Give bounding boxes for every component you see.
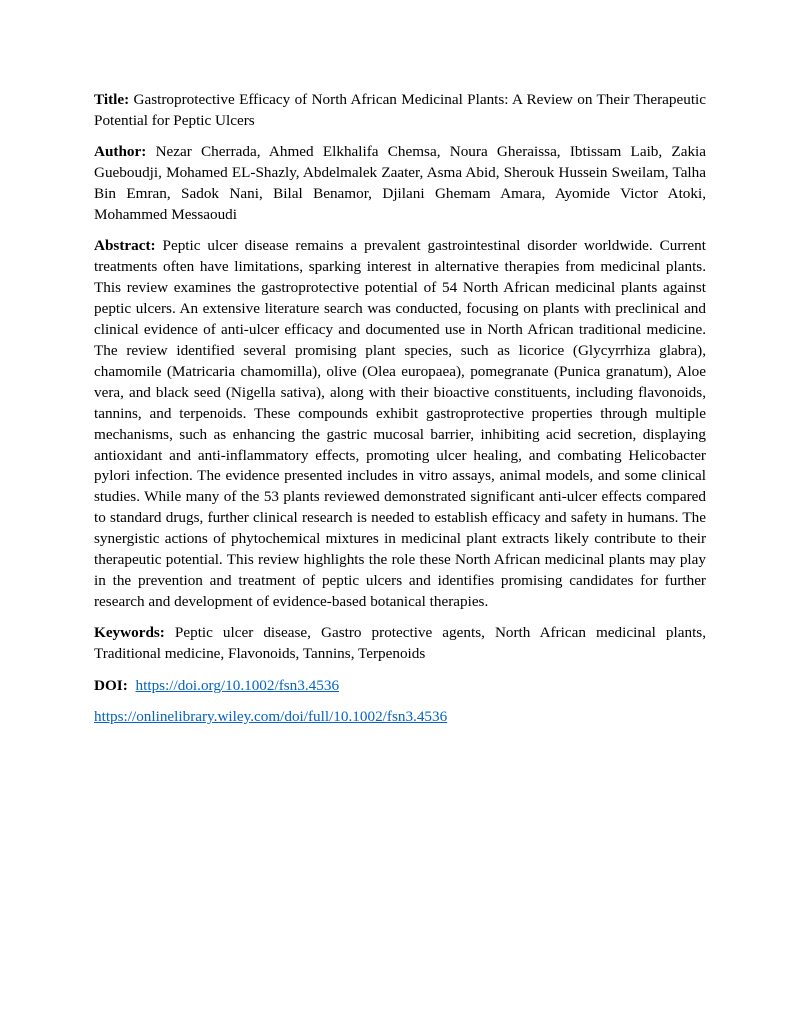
abstract-text: Peptic ulcer disease remains a prevalent gastrointestinal disorder worldwide. Current treatments often have limitations, sparking interest in alternative therapies from medicinal plants. This review examines the gastroprotective potential of 54 North African medicinal plants against peptic ulcers. An extensive literature search was conducted, focusing on plants with preclinical and clinical evidence of anti-ulcer efficacy and documented use in North African traditional medicine. The review identified several promising plant species, such as licorice (Glycyrrhiza glabra), chamomile (Matricaria chamomilla), olive (Olea europaea), pomegranate (Punica granatum), Aloe vera, and black seed (Nigella sativa), along with their bioactive constituents, including flavonoids, tannins, and terpenoids. These compounds exhibit gastroprotective properties through multiple mechanisms, such as enhancing the gastric mucosal barrier, inhibiting acid secretion, displaying antioxidant and anti-inflammatory effects, promoting ulcer healing, and combating Helicobacter pylori infection. The evidence presented includes in vitro assays, animal models, and some clinical studies. While many of the 53 plants reviewed demonstrated significant anti-ulcer effects compared to standard drugs, further clinical research is needed to establish efficacy and safety in humans. The synergistic actions of phytochemical mixtures in medicinal plant extracts likely contribute to their therapeutic potential. This review highlights the role these North African medicinal plants may play in the prevention and treatment of peptic ulcers and identifies promising candidates for further research and development of evidence-based botanical therapies. bbox=[94, 237, 706, 610]
document-page bbox=[94, 90, 706, 738]
keywords-label: Keywords: bbox=[94, 624, 165, 642]
wiley-link-paragraph bbox=[94, 707, 706, 728]
title-text: Gastroprotective Efficacy of North African Medicinal Plants: A Review on Their Therapeutic Potential for Peptic Ulcers bbox=[94, 91, 706, 129]
keywords-paragraph bbox=[94, 623, 706, 665]
title-paragraph bbox=[94, 90, 706, 132]
keywords-text: Peptic ulcer disease, Gastro protective agents, North African medicinal plants, Traditional medicine, Flavonoids, Tannins, Terpenoids bbox=[94, 624, 706, 663]
title-label: Title: bbox=[94, 91, 130, 108]
doi-label: DOI: bbox=[94, 676, 128, 694]
author-paragraph bbox=[94, 142, 706, 226]
author-label: Author: bbox=[94, 143, 147, 161]
doi-link[interactable]: https://doi.org/10.1002/fsn3.4536 bbox=[135, 676, 340, 694]
author-list: Nezar Cherrada, Ahmed Elkhalifa Chemsa, Noura Gheraissa, Ibtissam Laib, Zakia Gueboudji, Mohamed EL-Shazly, Abdelmalek Zaater, Asma Abid, Sherouk Hussein Sweilam, Talha Bin Emran, Sadok Nani, Bilal Benamor, Djilani Ghemam Amara, Ayomide Victor Atoki, Mohammed Messaoudi bbox=[94, 143, 707, 224]
doi-paragraph bbox=[94, 676, 706, 697]
abstract-label: Abstract: bbox=[94, 237, 156, 255]
wiley-link[interactable]: https://onlinelibrary.wiley.com/doi/full/10.1002/fsn3.4536 bbox=[94, 707, 448, 725]
abstract-paragraph bbox=[94, 236, 706, 612]
